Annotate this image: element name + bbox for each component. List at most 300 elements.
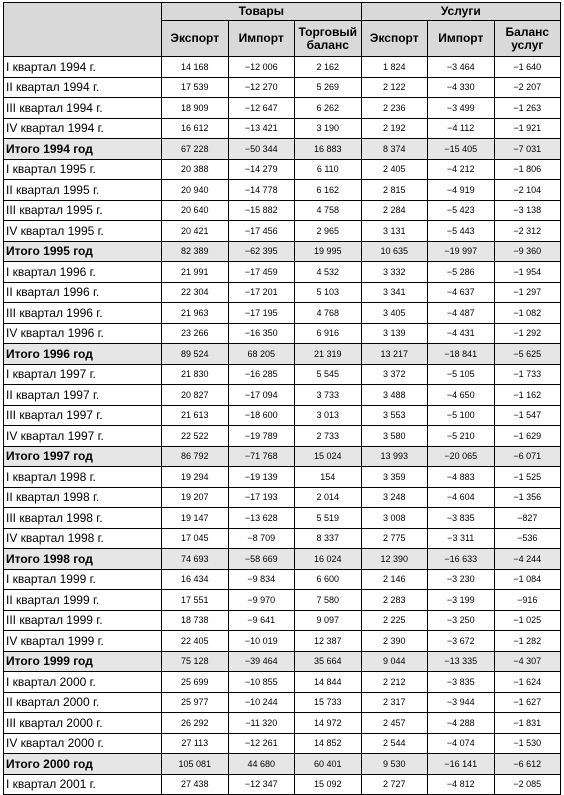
table-cell: 16 024 [295, 549, 362, 570]
table-cell: 3 332 [361, 262, 428, 283]
table-cell: −4 330 [428, 77, 495, 98]
table-cell: −11 320 [228, 713, 295, 734]
table-cell: −4 812 [428, 774, 495, 795]
table-cell: 19 147 [162, 508, 229, 529]
table-cell: 8 337 [295, 528, 362, 549]
table-cell: −14 778 [228, 180, 295, 201]
table-cell: −4 244 [494, 549, 561, 570]
table-cell: 86 792 [162, 446, 229, 467]
table-cell: 5 519 [295, 508, 362, 529]
table-cell: −9 360 [494, 241, 561, 262]
table-row [4, 180, 561, 201]
table-cell: 27 113 [162, 733, 229, 754]
row-label: Итого 1995 год [4, 241, 162, 262]
col-header-goods-import: Импорт [228, 21, 295, 57]
table-cell: −5 443 [428, 221, 495, 242]
table-cell: 3 359 [361, 467, 428, 488]
table-cell: 21 613 [162, 405, 229, 426]
row-label: I квартал 1996 г. [4, 262, 162, 283]
table-cell: −1 640 [494, 57, 561, 78]
table-cell: −16 350 [228, 323, 295, 344]
table-cell: 3 372 [361, 364, 428, 385]
table-cell: −4 604 [428, 487, 495, 508]
row-label: IV квартал 1997 г. [4, 426, 162, 447]
table-cell: −9 834 [228, 569, 295, 590]
table-cell: −17 193 [228, 487, 295, 508]
table-cell: −3 944 [428, 692, 495, 713]
table-cell: 13 993 [361, 446, 428, 467]
row-label: II квартал 2000 г. [4, 692, 162, 713]
table-cell: −3 138 [494, 200, 561, 221]
table-row [4, 385, 561, 406]
table-cell: −13 421 [228, 118, 295, 139]
table-row [4, 262, 561, 283]
table-cell: 3 131 [361, 221, 428, 242]
table-row [4, 77, 561, 98]
row-label: IV квартал 1996 г. [4, 323, 162, 344]
table-cell: −1 263 [494, 98, 561, 119]
table-cell: 19 294 [162, 467, 229, 488]
row-label: Итого 1994 год [4, 139, 162, 160]
table-cell: 18 909 [162, 98, 229, 119]
row-label: Итого 1999 год [4, 651, 162, 672]
table-cell: 21 963 [162, 303, 229, 324]
table-cell: 21 830 [162, 364, 229, 385]
table-row [4, 200, 561, 221]
table-cell: −7 031 [494, 139, 561, 160]
table-cell: 2 390 [361, 631, 428, 652]
table-cell: −19 789 [228, 426, 295, 447]
table-cell: −1 292 [494, 323, 561, 344]
table-cell: −4 919 [428, 180, 495, 201]
table-cell: 4 768 [295, 303, 362, 324]
col-header-services-balance: Баланс услуг [494, 21, 561, 57]
table-body [4, 57, 561, 795]
table-cell: 82 389 [162, 241, 229, 262]
col-header-trade-balance: Торговый баланс [295, 21, 362, 57]
table-cell: −12 270 [228, 77, 295, 98]
row-label: Итого 1997 год [4, 446, 162, 467]
table-row [4, 221, 561, 242]
table-cell: 75 128 [162, 651, 229, 672]
row-label: III квартал 1996 г. [4, 303, 162, 324]
table-cell: 2 162 [295, 57, 362, 78]
header-services: Услуги [361, 3, 561, 21]
table-cell: −50 344 [228, 139, 295, 160]
table-total-row [4, 344, 561, 365]
table-row [4, 692, 561, 713]
table-cell: 3 139 [361, 323, 428, 344]
table-row [4, 467, 561, 488]
table-cell: 2 544 [361, 733, 428, 754]
table-cell: 3 405 [361, 303, 428, 324]
table-cell: −17 459 [228, 262, 295, 283]
row-label: I квартал 1999 г. [4, 569, 162, 590]
table-cell: −3 199 [428, 590, 495, 611]
table-cell: −19 139 [228, 467, 295, 488]
table-cell: −4 650 [428, 385, 495, 406]
table-row [4, 569, 561, 590]
table-cell: −1 356 [494, 487, 561, 508]
row-label: II квартал 1998 г. [4, 487, 162, 508]
table-cell: 14 844 [295, 672, 362, 693]
row-label: I квартал 1994 г. [4, 57, 162, 78]
table-cell: 16 883 [295, 139, 362, 160]
table-cell: −4 637 [428, 282, 495, 303]
row-label: I квартал 1995 г. [4, 159, 162, 180]
table-cell: 15 092 [295, 774, 362, 795]
table-row [4, 405, 561, 426]
table-cell: 25 977 [162, 692, 229, 713]
table-cell: 44 680 [228, 754, 295, 775]
table-cell: 105 081 [162, 754, 229, 775]
table-row [4, 508, 561, 529]
table-total-row [4, 446, 561, 467]
table-cell: −4 431 [428, 323, 495, 344]
table-row [4, 733, 561, 754]
table-row [4, 631, 561, 652]
table-cell: 2 284 [361, 200, 428, 221]
table-cell: 5 103 [295, 282, 362, 303]
header-goods: Товары [162, 3, 362, 21]
table-row [4, 713, 561, 734]
table-cell: −3 672 [428, 631, 495, 652]
table-cell: −6 071 [494, 446, 561, 467]
table-cell: 15 733 [295, 692, 362, 713]
table-cell: −1 921 [494, 118, 561, 139]
table-cell: 19 207 [162, 487, 229, 508]
table-cell: 89 524 [162, 344, 229, 365]
row-label: III квартал 1995 г. [4, 200, 162, 221]
table-cell: −4 288 [428, 713, 495, 734]
table-cell: 6 600 [295, 569, 362, 590]
table-cell: 6 162 [295, 180, 362, 201]
table-cell: 17 539 [162, 77, 229, 98]
table-cell: −1 733 [494, 364, 561, 385]
table-cell: −1 162 [494, 385, 561, 406]
table-cell: −1 082 [494, 303, 561, 324]
row-label: I квартал 1998 г. [4, 467, 162, 488]
table-cell: 3 341 [361, 282, 428, 303]
table-cell: −2 207 [494, 77, 561, 98]
table-cell: 74 693 [162, 549, 229, 570]
table-cell: 6 262 [295, 98, 362, 119]
table-cell: 2 146 [361, 569, 428, 590]
table-row [4, 487, 561, 508]
table-cell: 2 122 [361, 77, 428, 98]
table-cell: −19 997 [428, 241, 495, 262]
table-cell: −15 405 [428, 139, 495, 160]
row-label: I квартал 1997 г. [4, 364, 162, 385]
table-cell: 23 266 [162, 323, 229, 344]
table-cell: 9 097 [295, 610, 362, 631]
table-cell: −6 612 [494, 754, 561, 775]
table-cell: −1 831 [494, 713, 561, 734]
table-cell: −916 [494, 590, 561, 611]
table-cell: 3 580 [361, 426, 428, 447]
table-cell: −1 530 [494, 733, 561, 754]
row-label: IV квартал 1998 г. [4, 528, 162, 549]
table-cell: 60 401 [295, 754, 362, 775]
table-cell: 1 824 [361, 57, 428, 78]
table-cell: 35 664 [295, 651, 362, 672]
trade-table [3, 2, 561, 795]
row-label: III квартал 1994 г. [4, 98, 162, 119]
table-cell: −4 074 [428, 733, 495, 754]
table-cell: 3 190 [295, 118, 362, 139]
table-cell: 20 827 [162, 385, 229, 406]
table-cell: −5 423 [428, 200, 495, 221]
table-cell: −1 627 [494, 692, 561, 713]
row-label: I квартал 2001 г. [4, 774, 162, 795]
table-cell: −20 065 [428, 446, 495, 467]
table-cell: −2 312 [494, 221, 561, 242]
table-cell: 3 013 [295, 405, 362, 426]
table-cell: 12 390 [361, 549, 428, 570]
table-cell: 2 815 [361, 180, 428, 201]
table-cell: −58 669 [228, 549, 295, 570]
row-label: III квартал 1997 г. [4, 405, 162, 426]
table-cell: −71 768 [228, 446, 295, 467]
table-cell: −3 835 [428, 672, 495, 693]
table-cell: 14 972 [295, 713, 362, 734]
table-cell: −16 285 [228, 364, 295, 385]
table-cell: 68 205 [228, 344, 295, 365]
table-cell: −1 525 [494, 467, 561, 488]
table-row [4, 610, 561, 631]
table-cell: −1 806 [494, 159, 561, 180]
table-cell: −1 297 [494, 282, 561, 303]
table-row [4, 159, 561, 180]
table-cell: −4 883 [428, 467, 495, 488]
table-row [4, 590, 561, 611]
row-label: II квартал 1994 г. [4, 77, 162, 98]
table-cell: −14 279 [228, 159, 295, 180]
table-cell: −5 210 [428, 426, 495, 447]
table-cell: 2 283 [361, 590, 428, 611]
row-label: IV квартал 2000 г. [4, 733, 162, 754]
col-header-services-export: Экспорт [361, 21, 428, 57]
table-total-row [4, 241, 561, 262]
table-cell: −8 709 [228, 528, 295, 549]
table-total-row [4, 651, 561, 672]
table-cell: −4 307 [494, 651, 561, 672]
table-cell: 27 438 [162, 774, 229, 795]
table-cell: 18 738 [162, 610, 229, 631]
table-cell: 2 775 [361, 528, 428, 549]
table-cell: 12 387 [295, 631, 362, 652]
col-header-services-import: Импорт [428, 21, 495, 57]
table-cell: 2 317 [361, 692, 428, 713]
table-cell: −17 456 [228, 221, 295, 242]
table-cell: 5 545 [295, 364, 362, 385]
table-row [4, 118, 561, 139]
table-cell: −18 600 [228, 405, 295, 426]
table-cell: −9 970 [228, 590, 295, 611]
table-cell: 10 635 [361, 241, 428, 262]
table-cell: 2 733 [295, 426, 362, 447]
table-cell: −12 006 [228, 57, 295, 78]
table-cell: −3 230 [428, 569, 495, 590]
row-label: II квартал 1999 г. [4, 590, 162, 611]
table-cell: −10 244 [228, 692, 295, 713]
table-cell: 2 457 [361, 713, 428, 734]
table-cell: −1 282 [494, 631, 561, 652]
table-cell: −12 347 [228, 774, 295, 795]
table-cell: 2 727 [361, 774, 428, 795]
table-row [4, 426, 561, 447]
row-label: I квартал 2000 г. [4, 672, 162, 693]
table-cell: 22 522 [162, 426, 229, 447]
table-cell: −3 835 [428, 508, 495, 529]
table-row [4, 323, 561, 344]
table-cell: 14 168 [162, 57, 229, 78]
table-cell: −827 [494, 508, 561, 529]
table-cell: −3 311 [428, 528, 495, 549]
table-cell: −1 624 [494, 672, 561, 693]
table-cell: 26 292 [162, 713, 229, 734]
table-cell: 22 405 [162, 631, 229, 652]
row-label: II квартал 1995 г. [4, 180, 162, 201]
table-cell: −12 261 [228, 733, 295, 754]
table-cell: 2 236 [361, 98, 428, 119]
table-cell: 16 612 [162, 118, 229, 139]
table-cell: −17 195 [228, 303, 295, 324]
table-cell: 20 421 [162, 221, 229, 242]
table-cell: 20 640 [162, 200, 229, 221]
table-cell: 16 434 [162, 569, 229, 590]
row-label: Итого 1996 год [4, 344, 162, 365]
table-row [4, 282, 561, 303]
table-cell: 20 940 [162, 180, 229, 201]
row-label: Итого 1998 год [4, 549, 162, 570]
table-cell: −4 112 [428, 118, 495, 139]
table-cell: −1 547 [494, 405, 561, 426]
table-cell: −39 464 [228, 651, 295, 672]
table-row [4, 774, 561, 795]
table-cell: 2 212 [361, 672, 428, 693]
table-cell: −17 201 [228, 282, 295, 303]
table-total-row [4, 139, 561, 160]
table-cell: −3 464 [428, 57, 495, 78]
table-cell: 22 304 [162, 282, 229, 303]
row-label: III квартал 2000 г. [4, 713, 162, 734]
table-cell: 4 758 [295, 200, 362, 221]
table-cell: 2 225 [361, 610, 428, 631]
row-label: II квартал 1997 г. [4, 385, 162, 406]
row-label: II квартал 1996 г. [4, 282, 162, 303]
table-cell: 9 044 [361, 651, 428, 672]
table-cell: 21 319 [295, 344, 362, 365]
table-cell: −5 100 [428, 405, 495, 426]
table-row [4, 364, 561, 385]
table-row [4, 672, 561, 693]
table-cell: −10 855 [228, 672, 295, 693]
table-cell: 4 532 [295, 262, 362, 283]
table-cell: 20 388 [162, 159, 229, 180]
table-cell: −536 [494, 528, 561, 549]
table-cell: −4 212 [428, 159, 495, 180]
table-cell: −10 019 [228, 631, 295, 652]
table-row [4, 528, 561, 549]
table-cell: −16 633 [428, 549, 495, 570]
table-total-row [4, 549, 561, 570]
table-cell: −9 641 [228, 610, 295, 631]
table-cell: 9 530 [361, 754, 428, 775]
row-label: IV квартал 1995 г. [4, 221, 162, 242]
table-cell: −1 084 [494, 569, 561, 590]
table-cell: −12 647 [228, 98, 295, 119]
table-cell: −16 141 [428, 754, 495, 775]
table-cell: −5 286 [428, 262, 495, 283]
table-cell: −62 395 [228, 241, 295, 262]
table-cell: −3 499 [428, 98, 495, 119]
table-cell: −13 628 [228, 508, 295, 529]
table-cell: 3 248 [361, 487, 428, 508]
table-cell: 3 733 [295, 385, 362, 406]
table-cell: −17 094 [228, 385, 295, 406]
table-cell: 25 699 [162, 672, 229, 693]
table-cell: −2 085 [494, 774, 561, 795]
header-group-row [4, 3, 561, 21]
table-cell: 154 [295, 467, 362, 488]
row-label: III квартал 1999 г. [4, 610, 162, 631]
table-cell: 19 995 [295, 241, 362, 262]
table-cell: 3 553 [361, 405, 428, 426]
table-cell: 67 228 [162, 139, 229, 160]
table-cell: −1 025 [494, 610, 561, 631]
table-cell: 21 991 [162, 262, 229, 283]
col-header-goods-export: Экспорт [162, 21, 229, 57]
table-row [4, 57, 561, 78]
table-cell: −13 335 [428, 651, 495, 672]
table-cell: −1 629 [494, 426, 561, 447]
table-cell: 2 014 [295, 487, 362, 508]
table-cell: 5 269 [295, 77, 362, 98]
table-cell: 7 580 [295, 590, 362, 611]
table-cell: 2 192 [361, 118, 428, 139]
table-cell: 3 488 [361, 385, 428, 406]
row-label: Итого 2000 год [4, 754, 162, 775]
table-cell: 13 217 [361, 344, 428, 365]
table-cell: 6 916 [295, 323, 362, 344]
table-cell: 6 110 [295, 159, 362, 180]
table-cell: −15 882 [228, 200, 295, 221]
row-label: III квартал 1998 г. [4, 508, 162, 529]
table-cell: 2 405 [361, 159, 428, 180]
table-cell: 8 374 [361, 139, 428, 160]
table-cell: −5 625 [494, 344, 561, 365]
table-cell: −1 954 [494, 262, 561, 283]
row-label: IV квартал 1994 г. [4, 118, 162, 139]
table-cell: 15 024 [295, 446, 362, 467]
table-cell: 17 551 [162, 590, 229, 611]
table-cell: −18 841 [428, 344, 495, 365]
table-cell: 3 008 [361, 508, 428, 529]
table-cell: −4 487 [428, 303, 495, 324]
table-cell: −5 105 [428, 364, 495, 385]
table-cell: −2 104 [494, 180, 561, 201]
table-row [4, 98, 561, 119]
table-row [4, 303, 561, 324]
table-cell: 2 965 [295, 221, 362, 242]
table-cell: 17 045 [162, 528, 229, 549]
table-total-row [4, 754, 561, 775]
row-label: IV квартал 1999 г. [4, 631, 162, 652]
table-cell: 14 852 [295, 733, 362, 754]
header-corner [4, 3, 162, 57]
table-cell: −3 250 [428, 610, 495, 631]
